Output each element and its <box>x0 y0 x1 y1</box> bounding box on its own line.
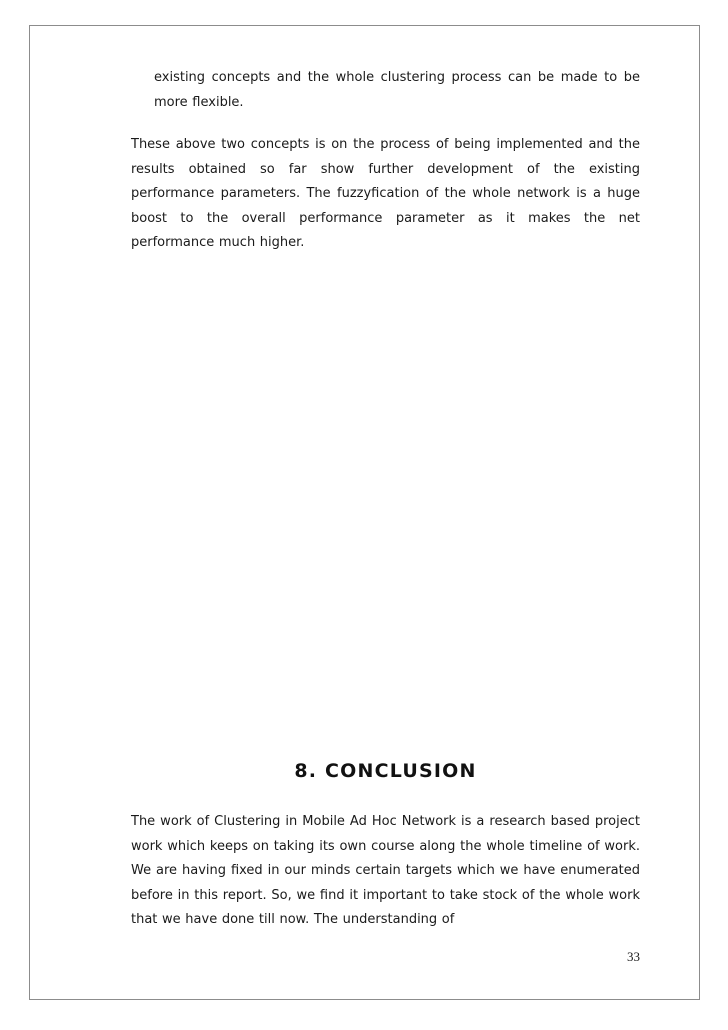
body-paragraph: These above two concepts is on the process of being implemented and the results obtained so far show further development of the existing performance parameters. The fuzzyfication of the whole network is a huge boost to the overall performance parameter as it makes the net performance much higher. <box>131 137 640 251</box>
conclusion-paragraph: The work of Clustering in Mobile Ad Hoc Network is a research based project work which keeps on taking its own course along the whole timeline of work. We are having fixed in our minds certain targets which we have enumerated before in this report. So, we find it important to take stock of the whole work that we have done till now. The understanding of <box>131 814 640 928</box>
section-heading: 8. CONCLUSION <box>294 760 477 782</box>
continuation-paragraph: existing concepts and the whole clustering process can be made to be more flexible. <box>154 70 640 110</box>
page-number: 33 <box>627 949 640 964</box>
